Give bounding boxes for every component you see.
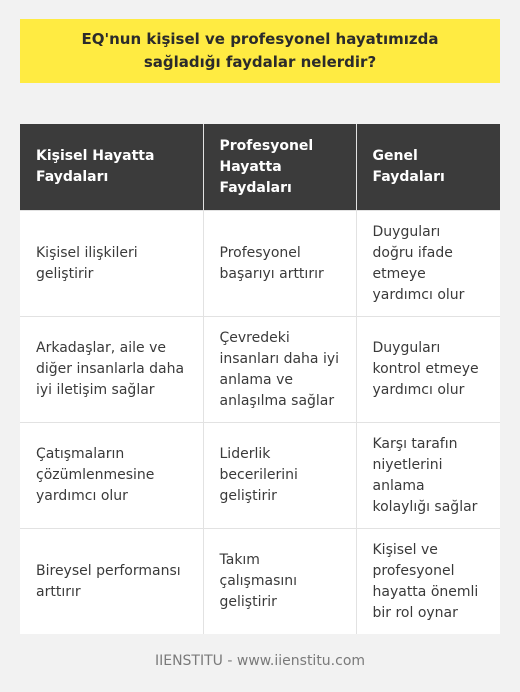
column-header-professional: Profesyonel Hayatta Faydaları [203,124,356,211]
page-title: EQ'nun kişisel ve profesyonel hayatımızda sağladığı faydalar nelerdir? [81,30,439,71]
table-cell: Çevredeki insanları daha iyi anlama ve anlaşılma sağlar [203,317,356,423]
column-header-general: Genel Faydaları [356,124,500,211]
table-cell: Bireysel performansı arttırır [20,529,203,635]
table-cell: Duyguları doğru ifade etmeye yardımcı olur [356,211,500,317]
table-cell: Arkadaşlar, aile ve diğer insanlarla daha iyi iletişim sağlar [20,317,203,423]
table-cell: Duyguları kontrol etmeye yardımcı olur [356,317,500,423]
column-header-personal: Kişisel Hayatta Faydaları [20,124,203,211]
table-cell: Liderlik becerilerini geliştirir [203,423,356,529]
table-cell: Profesyonel başarıyı arttırır [203,211,356,317]
benefits-table [20,124,500,634]
table-cell: Karşı tarafın niyetlerini anlama kolaylığı sağlar [356,423,500,529]
table-cell: Kişisel ve profesyonel hayatta önemli bir rol oynar [356,529,500,635]
footer-credit: IIENSTITU - www.iienstitu.com [154,653,366,669]
table-row [20,529,500,635]
table-row [20,423,500,529]
table-cell: Çatışmaların çözümlenmesine yardımcı olur [20,423,203,529]
table-cell: Kişisel ilişkileri geliştirir [20,211,203,317]
table-cell: Takım çalışmasını geliştirir [203,529,356,635]
table-header-row [20,124,500,211]
table-row [20,211,500,317]
page-title-banner [20,19,500,83]
table-row [20,317,500,423]
